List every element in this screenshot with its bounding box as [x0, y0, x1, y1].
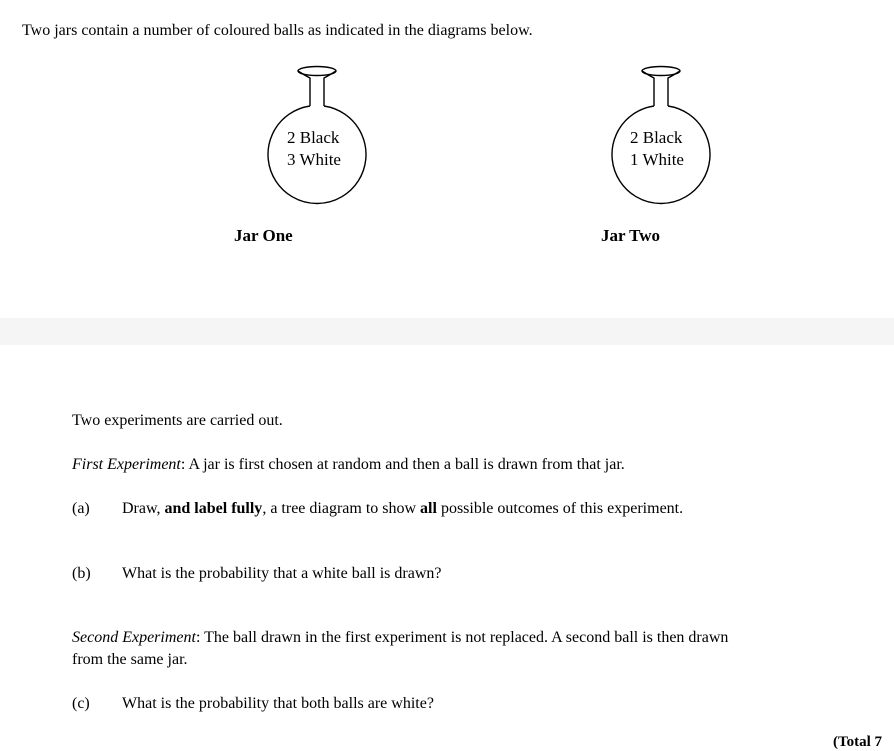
- part-a-question: [122, 500, 683, 518]
- total-marks: (Total 7: [833, 734, 883, 750]
- jar-two-black-count: 2 Black: [630, 128, 683, 147]
- jar-two-white-count: 1 White: [630, 150, 684, 169]
- jar-one-black-count: 2 Black: [287, 128, 340, 147]
- part-b-letter: (b): [72, 565, 91, 582]
- first-experiment-description: : A jar is first chosen at random and then a ball is drawn from that jar.: [180, 456, 625, 473]
- part-a-letter: (a): [72, 500, 90, 517]
- second-experiment-line-1: [72, 629, 728, 647]
- first-experiment-title: First Experiment: [72, 456, 181, 473]
- part-a-text-1: Draw,: [122, 500, 165, 517]
- part-b-question: What is the probability that a white ball is drawn?: [122, 565, 442, 582]
- second-experiment-description: : The ball drawn in the first experiment is not replaced. A second ball is then drawn: [195, 629, 729, 646]
- part-c-question: What is the probability that both balls are white?: [122, 695, 434, 712]
- part-a-text-2: , a tree diagram to show: [262, 500, 421, 517]
- second-experiment-line-2: from the same jar.: [72, 651, 188, 668]
- experiments-intro: Two experiments are carried out.: [72, 412, 283, 429]
- part-a-bold-2: all: [420, 500, 437, 517]
- jar-two-label: Jar Two: [601, 226, 661, 245]
- page-break-band: [0, 318, 894, 345]
- jar-one-white-count: 3 White: [287, 150, 341, 169]
- second-experiment-title: Second Experiment: [72, 629, 196, 646]
- part-a-bold-1: and label fully: [164, 500, 263, 517]
- intro-text: Two jars contain a number of coloured balls as indicated in the diagrams below.: [22, 22, 533, 39]
- part-c-letter: (c): [72, 695, 90, 712]
- jar-one-label: Jar One: [234, 226, 293, 245]
- first-experiment-text: [72, 456, 625, 474]
- part-a-text-3: possible outcomes of this experiment.: [436, 500, 684, 517]
